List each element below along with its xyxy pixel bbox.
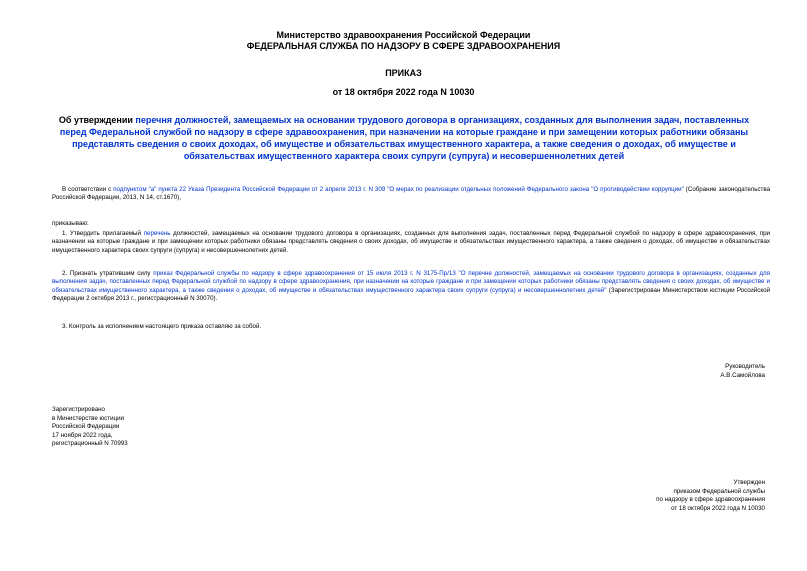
document-date-number: от 18 октября 2022 года N 10030 bbox=[332, 87, 475, 97]
item-2-link[interactable]: приказ Федеральной службы по надзору в сфере здравоохранения от 15 июля 2013 г. N 3175-Пр/13 "О перечне должностей, замещаемых на основании трудового договора в организациях, созданных для выполнения задач, поставленных перед Федеральной службой по надзору в сфере здравоохранения, при назначении на которые граждане и при замещении которых работники обязаны представлять сведения о своих доходах, об имуществе и обязательствах имущественного характера, а также сведения о доходах, об имуществе и обязательствах имущественного характера своих супруги (супруга) и несовершеннолетних детей" bbox=[52, 270, 770, 294]
document-title bbox=[48, 114, 760, 162]
preamble-text-1: В соответствии с bbox=[62, 186, 114, 193]
document-type: ПРИКАЗ bbox=[385, 68, 422, 78]
item-1-text-2: должностей, замещаемых на основании трудового договора в организациях, созданных для выполнения задач, поставленных перед Федеральной службой по надзору в сфере здравоохранения, при назначении на которые граждане и при замещении которых работники обязаны представлять сведения о своих доходах, об имуществе и обязательствах имущественного характера, а также сведения о доходах, об имуществе и обязательствах имущественного характера своих супруги (супруга) и несовершеннолетних детей. bbox=[52, 230, 770, 254]
preamble-text-2: (Собрание законодательства Российской Федерации, 2013, N 14, ст.1670), bbox=[52, 186, 771, 202]
title-link[interactable]: перечня должностей, замещаемых на основании трудового договора в организациях, созданных для выполнения задач, поставленных перед Федеральной службой по надзору в сфере здравоохранения, при назначении на которые граждане и при замещении которых работники обязаны представлять сведения о своих доходах, об имуществе и обязательствах имущественного характера, а также сведения о доходах, об имуществе и обязательствах имущественного характера своих супруги (супруга) и несовершеннолетних детей bbox=[59, 115, 750, 161]
registration-line-3: Российской Федерации bbox=[52, 423, 120, 431]
signature-name: А.В.Самойлова bbox=[720, 371, 765, 379]
approved-line-3: по надзору в сфере здравоохранения bbox=[656, 496, 765, 504]
approved-line-4: от 18 октября 2022 года N 10030 bbox=[671, 504, 765, 512]
signature-block bbox=[720, 363, 765, 380]
item-1-link[interactable]: перечень bbox=[143, 230, 171, 237]
approved-line-1: Утвержден bbox=[733, 479, 765, 486]
title-prefix: Об утверждении bbox=[58, 115, 133, 125]
registration-line-1: Зарегистрировано bbox=[52, 406, 105, 413]
order-word: приказываю: bbox=[52, 220, 89, 227]
approved-line-2: приказом Федеральной службы bbox=[673, 487, 765, 495]
item-2-text-2: (Зарегистрирован Министерством юстиции Российской Федерации 2 октября 2013 г., регистрационный N 30070). bbox=[52, 286, 770, 303]
service-name: ФЕДЕРАЛЬНАЯ СЛУЖБА ПО НАДЗОРУ В СФЕРЕ ЗДРАВООХРАНЕНИЯ bbox=[246, 41, 561, 51]
preamble-link[interactable]: подпунктом "а" пункта 22 Указа Президента Российской Федерации от 2 апреля 2013 г. N 309 "О мерах по реализации отдельных положений Федерального закона "О противодействии коррупции" bbox=[113, 186, 684, 193]
item-2-paragraph bbox=[52, 270, 770, 304]
registration-line-4: 17 ноября 2022 года, bbox=[52, 431, 113, 439]
ministry-name: Министерство здравоохранения Российской Федерации bbox=[276, 30, 531, 40]
item-3-paragraph bbox=[52, 323, 770, 331]
signature-role: Руководитель bbox=[725, 363, 765, 370]
registration-block bbox=[52, 406, 128, 449]
registration-line-2: в Министерстве юстиции bbox=[52, 414, 125, 422]
item-3-text: 3. Контроль за исполнением настоящего приказа оставляю за собой. bbox=[62, 323, 262, 330]
item-1-text-1: 1. Утвердить прилагаемый bbox=[62, 230, 144, 237]
item-1-paragraph bbox=[52, 230, 770, 255]
item-2-text-1: 2. Признать утратившим силу bbox=[62, 270, 154, 277]
preamble-paragraph bbox=[52, 186, 770, 203]
approved-block bbox=[656, 479, 765, 513]
registration-line-5: регистрационный N 70993 bbox=[52, 440, 128, 448]
